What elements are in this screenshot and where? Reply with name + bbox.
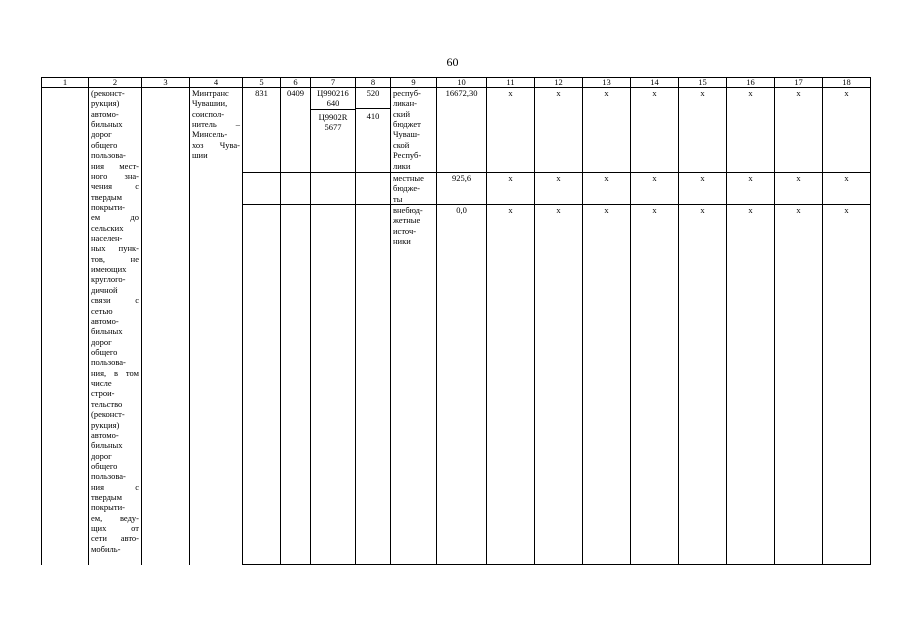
funding-source-line: источ- (393, 225, 417, 236)
funding-source-line: внебюд- (393, 205, 423, 216)
col5-cell: 831 (243, 88, 281, 173)
col6-cell: 0409 (281, 88, 311, 173)
description-line: пользова- (91, 150, 126, 161)
executor-line: шии (192, 150, 208, 161)
description-line: автомо- (91, 108, 119, 119)
mark-cell: x (583, 205, 631, 565)
col1-cell (42, 88, 89, 565)
mark-cell: x (631, 173, 679, 205)
description-line: дорог (91, 450, 112, 461)
description-line: населен- (91, 233, 123, 244)
amount-cell: 0,0 (437, 205, 487, 565)
header-row (42, 78, 871, 88)
funding-source-line: ликан- (393, 98, 417, 109)
description-line: дорог (91, 336, 112, 347)
mark-cell: x (823, 173, 871, 205)
description-line: (реконст- (91, 409, 125, 420)
executor-line: Минсель- (192, 129, 228, 140)
funding-source-line: ники (393, 236, 411, 247)
page-number: 60 (446, 55, 459, 69)
executor-line: хоз Чува- (192, 139, 240, 150)
executor-line: нитель – (192, 119, 240, 130)
header-cell: 17 (775, 78, 823, 88)
col8-code-b: 410 (356, 108, 390, 121)
description-line: ем, веду- (91, 512, 139, 523)
description-line: бильных (91, 440, 123, 451)
mark-cell: x (727, 88, 775, 173)
executor-cell (190, 88, 243, 565)
mark-cell: x (679, 173, 727, 205)
col6-cell (281, 173, 311, 205)
mark-cell: x (823, 205, 871, 565)
header-cell: 14 (631, 78, 679, 88)
table-row (42, 88, 871, 173)
mark-cell: x (679, 205, 727, 565)
description-line: твердым (91, 492, 123, 503)
col7-code-b: Ц9902R 5677 (311, 109, 355, 133)
mark-cell: x (631, 88, 679, 173)
mark-cell: x (487, 88, 535, 173)
source-cell (391, 205, 437, 565)
funding-source-line: Чуваш- (393, 129, 420, 140)
col7-cell (311, 205, 356, 565)
col6-cell (281, 205, 311, 565)
source-cell (391, 88, 437, 173)
mark-cell: x (727, 173, 775, 205)
mark-cell: x (583, 173, 631, 205)
description-line: строи- (91, 388, 115, 399)
col8-cell (356, 88, 391, 173)
budget-table (41, 77, 871, 565)
header-cell: 3 (142, 78, 190, 88)
description-line: имеющих (91, 264, 127, 275)
description-line: сетью (91, 305, 113, 316)
funding-source-line: бюджет (393, 119, 421, 130)
mark-cell: x (535, 88, 583, 173)
header-cell: 18 (823, 78, 871, 88)
funding-source-line: жетные (393, 215, 421, 226)
funding-source-line: лики (393, 160, 411, 171)
description-line: сельских (91, 222, 124, 233)
funding-source-line: ской (393, 139, 410, 150)
description-line: общего (91, 346, 118, 357)
header-cell: 12 (535, 78, 583, 88)
description-line: пользова- (91, 471, 126, 482)
description-line: ного зна- (91, 170, 139, 181)
amount-cell: 925,6 (437, 173, 487, 205)
col8-cell (356, 205, 391, 565)
description-line: чения с (91, 181, 139, 192)
header-cell: 6 (281, 78, 311, 88)
description-line: дичной (91, 284, 118, 295)
description-line: рукция) (91, 98, 120, 109)
funding-source (393, 205, 434, 246)
executor-line: Чувашии, (192, 98, 228, 109)
description-line: автомо- (91, 315, 119, 326)
funding-source-line: ский (393, 108, 410, 119)
mark-cell: x (535, 173, 583, 205)
header-cell: 1 (42, 78, 89, 88)
description-line: покрыти- (91, 201, 125, 212)
col5-cell (243, 173, 281, 205)
mark-cell: x (583, 88, 631, 173)
mark-cell: x (775, 205, 823, 565)
funding-source-line: ты (393, 193, 403, 204)
funding-source-line: местные (393, 173, 424, 183)
mark-cell: x (631, 205, 679, 565)
funding-source (393, 88, 434, 171)
header-cell: 9 (391, 78, 437, 88)
header-cell: 5 (243, 78, 281, 88)
executor-line: соиспол- (192, 108, 225, 119)
col7-code-a: Ц990216 640 (317, 88, 349, 109)
mark-cell: x (487, 173, 535, 205)
amount-cell: 16672,30 (437, 88, 487, 173)
description-line: ния мест- (91, 160, 139, 171)
description-line: твердым (91, 191, 123, 202)
description-line: ных пунк- (91, 243, 139, 254)
col5-cell (243, 205, 281, 565)
funding-source (393, 173, 434, 204)
description-line: автомо- (91, 429, 119, 440)
mark-cell: x (727, 205, 775, 565)
col3-cell (142, 88, 190, 565)
header-cell: 2 (89, 78, 142, 88)
mark-cell: x (679, 88, 727, 173)
description-line: ния с (91, 481, 139, 492)
col8-cell (356, 173, 391, 205)
mark-cell: x (535, 205, 583, 565)
description-line: (реконст- (91, 88, 125, 98)
description-line: рукция) (91, 419, 120, 430)
description-line: общего (91, 460, 118, 471)
description-line: тов, не (91, 253, 139, 264)
header-cell: 16 (727, 78, 775, 88)
col8-code-a: 520 (366, 88, 380, 98)
event-description (91, 88, 139, 554)
description-line: бильных (91, 326, 123, 337)
header-cell: 8 (356, 78, 391, 88)
header-cell: 13 (583, 78, 631, 88)
header-cell: 4 (190, 78, 243, 88)
header-cell: 10 (437, 78, 487, 88)
header-cell: 11 (487, 78, 535, 88)
description-line: связи с (91, 295, 139, 306)
event-description-cell (89, 88, 142, 565)
description-line: тельство (91, 398, 123, 409)
funding-source-line: Респуб- (393, 150, 422, 161)
description-line: общего (91, 139, 118, 150)
description-line: покрыти- (91, 502, 125, 513)
mark-cell: x (775, 88, 823, 173)
description-line: круглого- (91, 274, 126, 285)
mark-cell: x (775, 173, 823, 205)
executor (192, 88, 240, 161)
header-cell: 7 (311, 78, 356, 88)
description-line: пользова- (91, 357, 126, 368)
executor-line: Минтранс (192, 88, 229, 98)
funding-source-line: респуб- (393, 88, 421, 98)
description-line: числе (91, 378, 112, 389)
mark-cell: x (823, 88, 871, 173)
description-line: ем до (91, 212, 139, 223)
col7-cell (311, 88, 356, 173)
funding-source-line: бюдже- (393, 183, 420, 194)
header-cell: 15 (679, 78, 727, 88)
description-line: щих от (91, 523, 139, 534)
description-line: сети авто- (91, 533, 139, 544)
description-line: ния, в том (91, 367, 139, 378)
mark-cell: x (487, 205, 535, 565)
col7-cell (311, 173, 356, 205)
description-line: бильных (91, 119, 123, 130)
description-line: дорог (91, 129, 112, 140)
source-cell (391, 173, 437, 205)
description-line: мобиль- (91, 543, 121, 554)
